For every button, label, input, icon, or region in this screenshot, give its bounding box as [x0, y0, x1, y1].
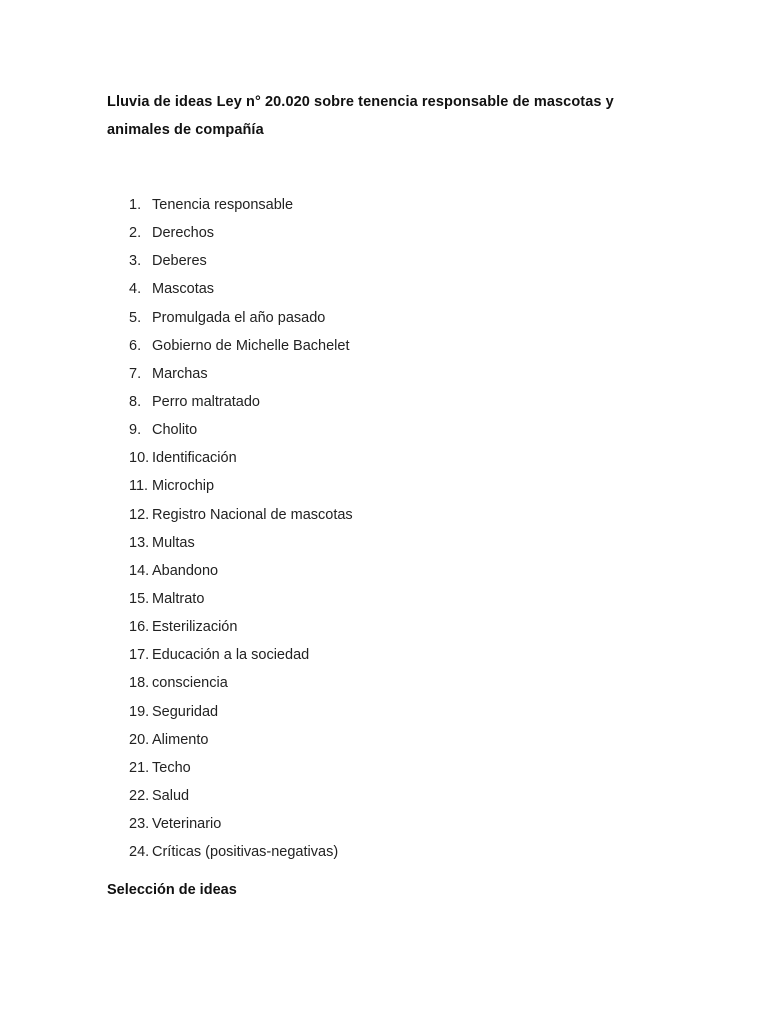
list-item-number: 11. [129, 478, 149, 495]
list-item-number: 23. [129, 816, 150, 833]
list-item-text: Microchip [152, 478, 215, 495]
list-item-text: Registro Nacional de mascotas [152, 506, 353, 523]
list-item-text: Deberes [152, 253, 207, 270]
document-title: Lluvia de ideas Ley n° 20.020 sobre tenencia responsable de mascotas y animales de compañía [107, 94, 614, 138]
list-item-text: Cholito [152, 422, 198, 439]
list-item-text: Alimento [152, 731, 209, 748]
list-item-number: 12. [129, 506, 150, 523]
list-item-number: 3. [129, 253, 142, 270]
list-item-text: Derechos [152, 225, 215, 242]
list-item-number: 6. [129, 337, 142, 354]
list-item-text: consciencia [152, 675, 228, 692]
list-item-number: 24. [129, 844, 150, 861]
list-item-text: Seguridad [152, 703, 219, 720]
list-item-number: 9. [129, 422, 142, 439]
list-item-number: 4. [129, 281, 142, 298]
section-heading-seleccion: Selección de ideas [107, 882, 237, 898]
list-item-text: Tenencia responsable [152, 197, 294, 213]
list-item-text: Veterinario [152, 816, 222, 833]
list-item-text: Esterilización [152, 619, 238, 636]
list-item-text: Educación a la sociedad [152, 647, 310, 664]
list-item-number: 22. [129, 787, 150, 804]
list-item-text: Abandono [152, 562, 219, 579]
list-item-text: Mascotas [152, 281, 215, 298]
list-item-number: 7. [129, 365, 142, 382]
list-item-number: 21. [129, 759, 150, 776]
list-item-text: Críticas (positivas-negativas) [152, 844, 339, 861]
list-item-number: 13. [129, 534, 150, 551]
list-item-number: 2. [129, 225, 142, 242]
list-item-text: Promulgada el año pasado [152, 309, 326, 326]
list-item-text: Techo [152, 759, 191, 776]
list-item-text: Multas [152, 534, 195, 551]
list-item-text: Maltrato [152, 590, 205, 607]
list-item-text: Salud [152, 787, 190, 804]
list-item-text: Marchas [152, 365, 208, 382]
list-item-number: 16. [129, 619, 150, 636]
list-item-number: 1. [129, 197, 142, 213]
list-item-number: 19. [129, 703, 150, 720]
list-item-number: 10. [129, 450, 150, 467]
list-item-number: 14. [129, 562, 150, 579]
list-item-number: 20. [129, 731, 150, 748]
list-item-text: Gobierno de Michelle Bachelet [152, 337, 350, 354]
list-item-text: Identificación [152, 450, 237, 467]
list-item-number: 18. [129, 675, 150, 692]
list-item-text: Perro maltratado [152, 393, 260, 410]
list-item-number: 5. [129, 309, 142, 326]
list-item-number: 15. [129, 590, 150, 607]
list-item-number: 8. [129, 393, 142, 410]
list-item-number: 17. [129, 647, 150, 664]
